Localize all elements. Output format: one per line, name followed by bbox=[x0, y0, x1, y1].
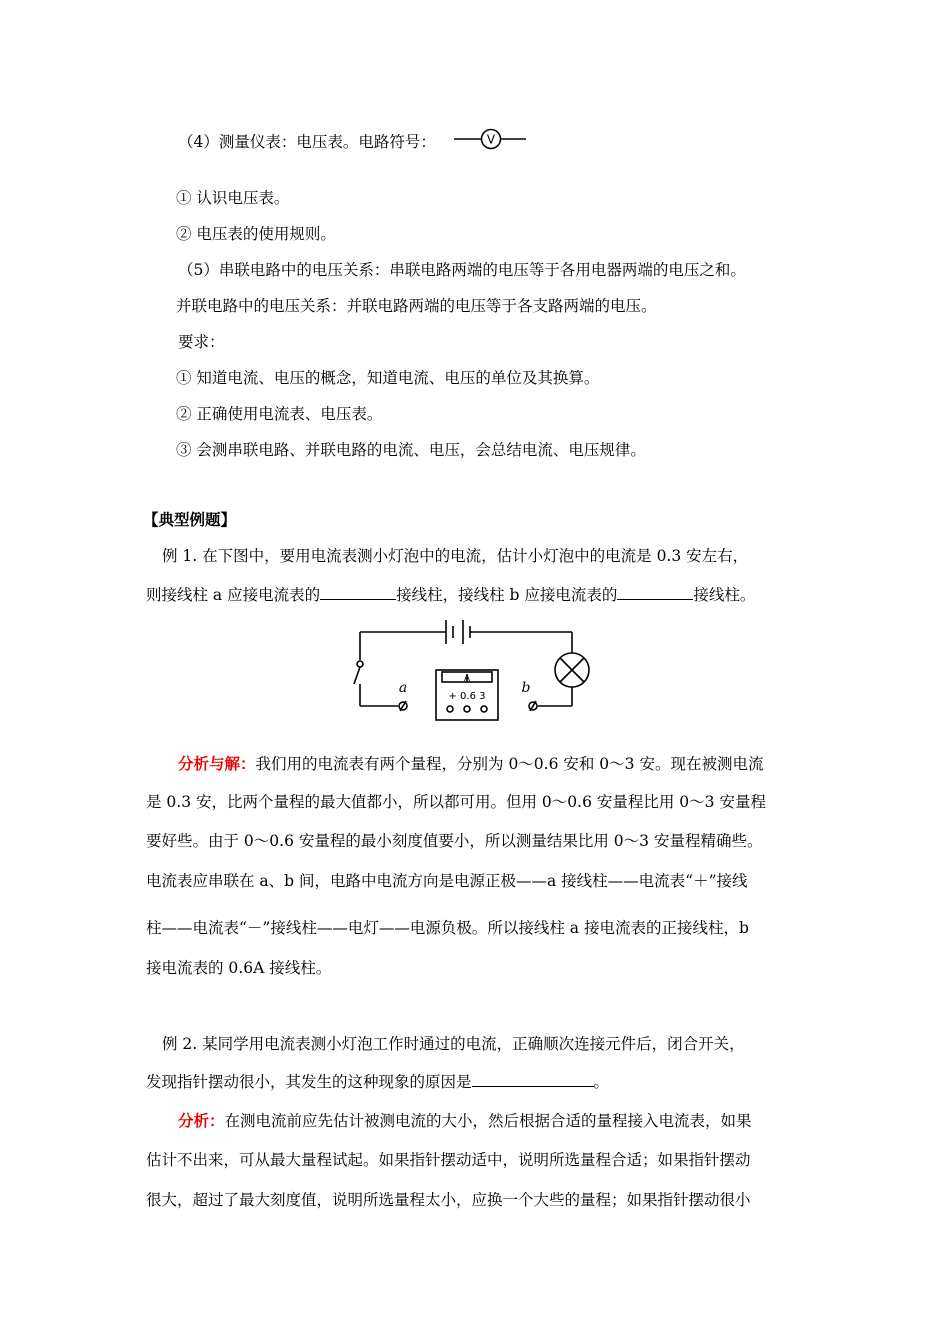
analysis-1-text-1: 我们用的电流表有两个量程，分别为 0～0.6 安和 0～3 安。现在被测电流 bbox=[255, 755, 764, 773]
requirement-item-1: ① 知道电流、电压的概念，知道电流、电压的单位及其换算。 bbox=[176, 369, 600, 387]
item-recognize-voltmeter: ① 认识电压表。 bbox=[176, 189, 290, 207]
example-1-line-1: 例 1. 在下图中，要用电流表测小灯泡中的电流，估计小灯泡中的电流是 0.3 安左右， bbox=[162, 547, 749, 565]
voltmeter-symbol-icon bbox=[454, 124, 526, 154]
analysis-1-line-2: 是 0.3 安，比两个量程的最大值都小，所以都可用。但用 0～0.6 安量程比用 0～3 安量程 bbox=[146, 793, 766, 811]
ammeter-terminal-06 bbox=[464, 706, 470, 712]
requirement-item-2: ② 正确使用电流表、电压表。 bbox=[176, 405, 383, 423]
ammeter-terminal-plus bbox=[447, 706, 453, 712]
item-voltmeter-rules: ② 电压表的使用规则。 bbox=[176, 225, 336, 243]
analysis-1-line-5: 柱——电流表“－”接线柱——电灯——电源负极。所以接线柱 a 接电流表的正接线柱，b bbox=[146, 919, 749, 937]
ammeter-terminal-3 bbox=[481, 706, 487, 712]
analysis-2-text-1: 在测电流前应先估计被测电流的大小，然后根据合适的量程接入电流表，如果 bbox=[224, 1112, 752, 1130]
analysis-1-line-1 bbox=[178, 753, 763, 775]
section-5-series-voltage: （5）串联电路中的电压关系：串联电路两端的电压等于各用电器两端的电压之和。 bbox=[178, 261, 746, 279]
analysis-2-line-1 bbox=[178, 1110, 752, 1132]
circuit-diagram bbox=[350, 620, 610, 725]
analysis-2-line-2: 估计不出来，可从最大量程试起。如果指针摆动适中，说明所选量程合适；如果指针摆动 bbox=[146, 1151, 751, 1169]
voltmeter-symbol-letter: V bbox=[486, 132, 496, 147]
example-2-line-1: 例 2. 某同学用电流表测小灯泡工作时通过的电流，正确顺次连接元件后，闭合开关， bbox=[162, 1035, 745, 1053]
section-4-text: （4）测量仪表：电压表。电路符号： bbox=[178, 133, 436, 151]
example-2-text-a: 发现指针摆动很小，其发生的这种现象的原因是 bbox=[146, 1073, 472, 1091]
analysis-1-line-6: 接电流表的 0.6A 接线柱。 bbox=[146, 959, 332, 977]
example-1-text-b: 接线柱，接线柱 b 应接电流表的 bbox=[396, 586, 618, 604]
ammeter-letter: A bbox=[463, 674, 471, 684]
ammeter-terminal-labels: + 0.6 3 bbox=[448, 691, 486, 702]
label-b: b bbox=[521, 680, 531, 696]
requirements-heading: 要求： bbox=[178, 333, 225, 351]
analysis-1-label: 分析与解： bbox=[178, 755, 256, 773]
section-5-parallel-voltage: 并联电路中的电压关系：并联电路两端的电压等于各支路两端的电压。 bbox=[176, 297, 657, 315]
requirement-item-3: ③ 会测串联电路、并联电路的电流、电压，会总结电流、电压规律。 bbox=[176, 441, 646, 459]
switch-contact bbox=[357, 661, 363, 667]
example-1-line-2 bbox=[146, 584, 755, 606]
example-1-text-c: 接线柱。 bbox=[693, 586, 756, 604]
answer-blank-a[interactable] bbox=[320, 585, 396, 600]
analysis-2-line-3: 很大，超过了最大刻度值，说明所选量程太小，应换一个大些的量程；如果指针摆动很小 bbox=[146, 1191, 751, 1209]
analysis-1-line-4: 电流表应串联在 a、b 间，电路中电流方向是电源正极——a 接线柱——电流表“＋”接线 bbox=[146, 872, 748, 890]
analysis-1-line-3: 要好些。由于 0～0.6 安量程的最小刻度值要小，所以测量结果比用 0～3 安量程精确些。 bbox=[146, 832, 763, 850]
example-1-text-a: 则接线柱 a 应接电流表的 bbox=[146, 586, 321, 604]
example-2-text-b: 。 bbox=[593, 1073, 610, 1091]
switch-blade bbox=[354, 667, 360, 684]
answer-blank-reason[interactable] bbox=[472, 1072, 594, 1087]
examples-heading: 【典型例题】 bbox=[143, 511, 237, 529]
analysis-2-label: 分析： bbox=[178, 1112, 225, 1130]
label-a: a bbox=[398, 680, 408, 696]
answer-blank-b[interactable] bbox=[617, 585, 693, 600]
example-2-line-2 bbox=[146, 1071, 609, 1093]
